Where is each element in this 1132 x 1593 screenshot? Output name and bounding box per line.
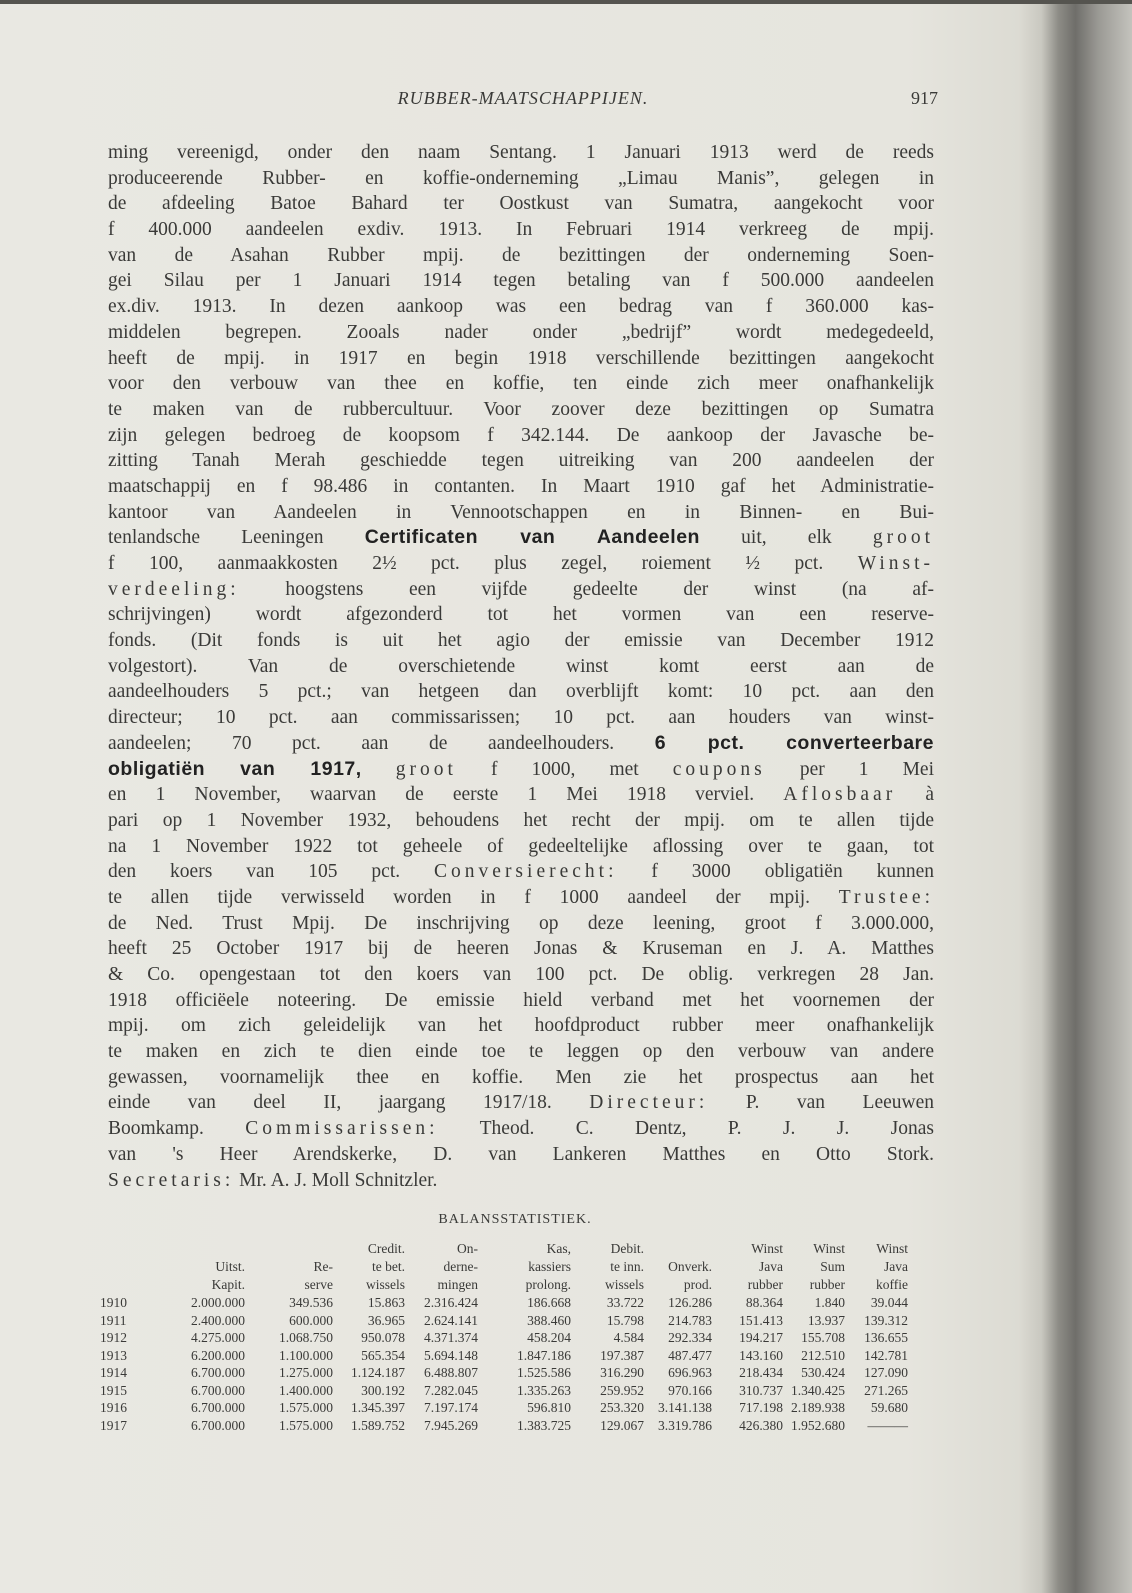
column-header: Kapit. (211, 1277, 245, 1292)
text-segment: gewassen, voornamelijk thee en koffie. Men zie het prospectus aan het (108, 1066, 934, 1088)
column-header: koffie (876, 1277, 908, 1292)
page-number: 917 (911, 88, 938, 108)
value-cell: 7.197.174 (424, 1400, 478, 1415)
value-cell: 696.963 (668, 1365, 712, 1380)
column-header: te bet. (372, 1259, 405, 1274)
value-cell: 2.316.424 (424, 1295, 478, 1310)
column-header: Onverk. (668, 1259, 712, 1274)
value-cell: 292.334 (668, 1330, 712, 1345)
text-line (108, 371, 934, 397)
bold-heading-text: Certificaten van Aandeelen (364, 526, 700, 549)
value-cell: 388.460 (527, 1312, 571, 1328)
value-cell: 970.166 (668, 1382, 712, 1398)
value-cell: 1.275.000 (279, 1365, 333, 1380)
value-cell: 6.200.000 (191, 1347, 245, 1363)
spaced-term-text: Conversierecht: (434, 861, 618, 883)
text-line (108, 731, 934, 757)
text-segment: f 400.000 aandeelen exdiv. 1913. In Februari 1914 verkreeg de mpij. (108, 219, 934, 241)
column-header (100, 1276, 145, 1294)
text-line (108, 962, 934, 988)
text-line (108, 911, 934, 937)
text-segment: tenlandsche Leeningen (108, 527, 365, 549)
column-header: Debit. (610, 1241, 644, 1256)
text-segment: per 1 Mei (765, 758, 934, 780)
running-header (108, 88, 938, 112)
running-title: RUBBER-MAATSCHAPPIJEN. (397, 88, 649, 108)
value-cell: 1.335.263 (517, 1382, 571, 1398)
value-cell: 6.700.000 (191, 1417, 245, 1433)
text-line (108, 885, 934, 911)
table-row (100, 1399, 908, 1417)
value-cell: 1.840 (814, 1295, 845, 1310)
value-cell: 1.124.187 (351, 1365, 405, 1380)
spaced-term-text: Trustee: (838, 886, 934, 908)
text-segment: voor den verbouw van thee en koffie, ten einde zich meer onafhankelijk (108, 373, 934, 395)
column-header: Kas, (546, 1241, 571, 1256)
value-cell: 88.364 (745, 1295, 783, 1310)
table-header-row (100, 1276, 908, 1294)
value-cell: 1.575.000 (279, 1417, 333, 1433)
value-cell: 1.525.586 (517, 1365, 571, 1380)
value-cell: 4.371.374 (424, 1330, 478, 1345)
text-segment: zitting Tanah Merah geschiedde tegen uitreiking van 200 aandeelen der (108, 450, 934, 472)
value-cell: 4.584 (613, 1330, 644, 1345)
text-segment: volgestort). Van de overschietende winst komt eerst aan de (108, 655, 934, 677)
spaced-term-text: Commissarissen: (245, 1118, 439, 1140)
column-header (100, 1240, 145, 1258)
spaced-term-text: groot (872, 527, 934, 549)
table-header-row (100, 1240, 908, 1258)
text-line (108, 1065, 934, 1091)
value-cell: 39.044 (870, 1295, 908, 1310)
text-line (108, 166, 934, 192)
text-line (108, 448, 934, 474)
column-header: Winst (813, 1241, 845, 1256)
value-cell: 2.624.141 (424, 1312, 478, 1328)
value-cell: 2.400.000 (191, 1312, 245, 1328)
value-cell: 59.680 (870, 1400, 908, 1415)
text-segment: P. van Leeuwen (708, 1092, 934, 1114)
text-segment: directeur; 10 pct. aan commissarissen; 10 pct. aan houders van winst- (108, 707, 934, 729)
text-segment: middelen begrepen. Zooals nader onder „bedrijf” wordt medegedeeld, (108, 321, 934, 343)
text-line (108, 243, 934, 269)
text-line (108, 782, 934, 808)
table-row (100, 1312, 908, 1330)
value-cell: 316.290 (600, 1365, 644, 1380)
value-cell: 143.160 (739, 1347, 783, 1363)
text-line (108, 1142, 934, 1168)
text-line (108, 705, 934, 731)
text-line (108, 525, 934, 551)
value-cell: 7.282.045 (424, 1382, 478, 1398)
value-cell: 15.798 (606, 1312, 644, 1328)
table-row (100, 1347, 908, 1365)
value-cell: 487.477 (668, 1347, 712, 1363)
column-header: serve (304, 1277, 333, 1292)
value-cell: 950.078 (361, 1330, 405, 1345)
value-cell: 1.340.425 (791, 1382, 845, 1398)
text-segment: mpij. om zich geleidelijk van het hoofdproduct rubber meer onafhankelijk (108, 1015, 934, 1037)
value-cell: 271.265 (864, 1382, 908, 1398)
value-cell: 7.945.269 (424, 1417, 478, 1433)
column-header (644, 1240, 712, 1258)
value-cell: ——— (867, 1417, 908, 1433)
text-segment: & Co. opengestaan tot den koers van 100 pct. De oblig. verkregen 28 Jan. (108, 964, 934, 985)
value-cell: 194.217 (739, 1330, 783, 1345)
text-segment: van de Asahan Rubber mpij. de bezittingen der onderneming Soen- (108, 244, 934, 266)
column-header: prod. (683, 1277, 712, 1292)
text-segment: hoogstens een vijfde gedeelte der winst (na af- (239, 578, 934, 600)
value-cell: 717.198 (739, 1400, 783, 1415)
text-line (108, 551, 934, 577)
text-segment: gei Silau per 1 Januari 1914 tegen betaling van f 500.000 aandeelen (108, 270, 934, 292)
spaced-term-text: Secretaris: (108, 1169, 235, 1191)
body-text (108, 140, 934, 1193)
text-line (108, 320, 934, 346)
value-cell: 151.413 (739, 1312, 783, 1328)
value-cell: 6.488.807 (424, 1365, 478, 1380)
value-cell: 136.655 (864, 1330, 908, 1345)
year-cell: 1916 (100, 1400, 127, 1415)
value-cell: 3.141.138 (658, 1400, 712, 1415)
value-cell: 349.536 (289, 1295, 333, 1310)
text-segment: Mr. A. J. Moll Schnitzler. (234, 1169, 438, 1191)
value-cell: 1.847.186 (517, 1347, 571, 1363)
column-header: mingen (437, 1277, 478, 1292)
balance-statistics-table (100, 1240, 908, 1434)
spaced-term-text: Directeur: (589, 1092, 709, 1114)
text-line (108, 294, 934, 320)
text-segment: zijn gelegen bedroeg de koopsom f 342.144. De aankoop der Javasche be- (108, 424, 934, 446)
column-header: kassiers (528, 1259, 571, 1274)
text-segment: fonds. (Dit fonds is uit het agio der emissie van December 1912 (108, 630, 934, 652)
text-line (108, 1116, 934, 1142)
value-cell: 186.668 (527, 1295, 571, 1310)
value-cell: 5.694.148 (424, 1347, 478, 1363)
text-segment: aandeelen; 70 pct. aan de aandeelhouders. (108, 732, 655, 754)
scan-top-edge (0, 0, 1132, 4)
value-cell: 1.589.752 (351, 1417, 405, 1433)
value-cell: 1.345.397 (351, 1400, 405, 1415)
text-line (108, 577, 934, 603)
value-cell: 13.937 (807, 1312, 845, 1328)
column-header: wissels (604, 1277, 644, 1292)
text-segment: einde van deel II, jaargang 1917/18. (108, 1092, 590, 1114)
text-segment: uit, elk (699, 527, 873, 549)
value-cell: 426.380 (739, 1417, 783, 1433)
text-line (108, 628, 934, 654)
text-line (108, 346, 934, 372)
text-segment: maatschappij en f 98.486 in contanten. In Maart 1910 gaf het Administratie- (108, 475, 934, 497)
text-segment: en 1 November, waarvan de eerste 1 Mei 1918 verviel. (108, 784, 784, 806)
year-cell: 1911 (100, 1312, 127, 1328)
text-segment: heeft de mpij. in 1917 en begin 1918 verschillende bezittingen aangekocht (108, 347, 934, 369)
value-cell: 530.424 (801, 1365, 845, 1380)
text-segment: aandeelhouders 5 pct.; van hetgeen dan overblijft komt: 10 pct. aan den (108, 681, 934, 703)
value-cell: 600.000 (289, 1312, 333, 1328)
value-cell: 3.319.786 (658, 1417, 712, 1433)
text-line (108, 834, 934, 860)
column-header: Winst (751, 1241, 783, 1256)
table-row (100, 1382, 908, 1400)
year-cell: 1915 (100, 1382, 127, 1398)
spaced-term-text: Winst- (857, 553, 934, 574)
table-row (100, 1329, 908, 1347)
table-title: BALANSSTATISTIEK. (438, 1212, 592, 1227)
column-header: wissels (365, 1277, 405, 1292)
table-header-row (100, 1258, 908, 1276)
text-line (108, 217, 934, 243)
value-cell: 126.286 (668, 1295, 712, 1310)
year-cell: 1913 (100, 1347, 127, 1363)
text-line (108, 808, 934, 834)
value-cell: 212.510 (801, 1347, 845, 1363)
column-header (245, 1240, 333, 1258)
column-header: Winst (876, 1241, 908, 1256)
column-header: Re- (313, 1259, 333, 1274)
text-segment: te maken en zich te dien einde toe te leggen op den verbouw van andere (108, 1041, 934, 1063)
value-cell: 2.189.938 (791, 1400, 845, 1415)
spaced-term-text: groot (395, 758, 457, 780)
text-segment: ming vereenigd, onder den naam Sentang. 1 Januari 1913 werd de reeds (108, 142, 934, 163)
value-cell: 565.354 (361, 1347, 405, 1363)
text-line (108, 500, 934, 526)
text-segment: Boomkamp. (108, 1118, 246, 1140)
table-row (100, 1417, 908, 1435)
column-header: Uitst. (215, 1259, 245, 1274)
value-cell: 197.387 (600, 1347, 644, 1363)
text-segment: schrijvingen) wordt afgezonderd tot het vormen van een reserve- (108, 604, 934, 626)
text-line (108, 397, 934, 423)
text-segment: 1918 officiëele noteering. De emissie hield verband met het voornemen der (108, 989, 934, 1011)
text-line (108, 1090, 934, 1116)
text-segment: te allen tijde verwisseld worden in f 1000 aandeel der mpij. (108, 886, 839, 908)
text-line (108, 1168, 934, 1194)
value-cell: 15.863 (367, 1295, 405, 1310)
text-line (108, 140, 934, 166)
value-cell: 218.434 (739, 1365, 783, 1380)
text-segment: f 3000 obligatiën kunnen (617, 861, 934, 883)
text-line (108, 602, 934, 628)
text-segment: de Ned. Trust Mpij. De inschrijving op deze leening, groot f 3.000.000, (108, 912, 934, 934)
column-header: Sum (820, 1259, 845, 1274)
text-segment: f 1000, met (456, 758, 673, 780)
text-line (108, 654, 934, 680)
bold-heading-text: obligatiën van 1917, (108, 757, 362, 780)
value-cell: 259.952 (600, 1382, 644, 1398)
value-cell: 127.090 (864, 1365, 908, 1380)
text-segment: na 1 November 1922 tot geheele of gedeeltelijke aflossing over te gaan, tot (108, 835, 934, 857)
column-header: te inn. (610, 1259, 644, 1274)
value-cell: 310.737 (739, 1382, 783, 1398)
text-segment: ex.div. 1913. In dezen aankoop was een bedrag van f 360.000 kas- (108, 296, 934, 318)
column-header (145, 1240, 245, 1258)
text-line (108, 988, 934, 1014)
table-row (100, 1364, 908, 1382)
year-cell: 1910 (100, 1295, 127, 1310)
text-segment: heeft 25 October 1917 bij de heeren Jonas & Kruseman en J. A. Matthes (108, 938, 934, 960)
year-cell: 1917 (100, 1417, 127, 1433)
value-cell: 36.965 (367, 1312, 405, 1328)
value-cell: 6.700.000 (191, 1365, 245, 1380)
text-segment: kantoor van Aandeelen in Vennootschappen en in Binnen- en Bui- (108, 501, 934, 523)
value-cell: 1.575.000 (279, 1400, 333, 1415)
column-header: Java (759, 1259, 783, 1274)
value-cell: 458.204 (527, 1330, 571, 1345)
value-cell: 6.700.000 (191, 1400, 245, 1415)
value-cell: 253.320 (600, 1400, 644, 1415)
text-segment: à (896, 784, 935, 806)
text-segment: produceerende Rubber- en koffie-onderneming „Limau Manis”, gelegen in (108, 167, 934, 189)
value-cell: 139.312 (864, 1312, 908, 1328)
value-cell: 33.722 (606, 1295, 644, 1310)
value-cell: 129.067 (600, 1417, 644, 1433)
text-line (108, 191, 934, 217)
text-segment: den koers van 105 pct. (108, 861, 435, 883)
spaced-term-text: verdeeling: (108, 578, 240, 600)
value-cell: 155.708 (801, 1330, 845, 1345)
column-header: Java (884, 1259, 908, 1274)
spaced-term-text: coupons (672, 758, 766, 780)
text-line (108, 268, 934, 294)
text-line (108, 423, 934, 449)
text-line (108, 679, 934, 705)
text-segment: Theod. C. Dentz, P. J. J. Jonas (438, 1118, 934, 1140)
column-header: rubber (747, 1277, 783, 1292)
text-segment: f 100, aanmaakkosten 2½ pct. plus zegel, roiement ½ pct. (108, 553, 858, 574)
text-line (108, 1039, 934, 1065)
table-row (100, 1294, 908, 1312)
text-line (108, 757, 934, 783)
column-header: derne- (443, 1259, 478, 1274)
value-cell: 6.700.000 (191, 1382, 245, 1398)
text-line (108, 474, 934, 500)
value-cell: 2.000.000 (191, 1295, 245, 1310)
column-header: rubber (809, 1277, 845, 1292)
value-cell: 142.781 (864, 1347, 908, 1363)
text-segment (362, 759, 396, 780)
text-segment: te maken van de rubbercultuur. Voor zoover deze bezittingen op Sumatra (108, 398, 934, 420)
text-segment: van 's Heer Arendskerke, D. van Lankeren Matthes en Otto Stork. (108, 1143, 934, 1165)
value-cell: 1.383.725 (517, 1417, 571, 1433)
column-header: Credit. (367, 1241, 405, 1256)
value-cell: 300.192 (361, 1382, 405, 1398)
value-cell: 214.783 (668, 1312, 712, 1328)
value-cell: 1.100.000 (279, 1347, 333, 1363)
bold-heading-text: 6 pct. converteerbare (654, 731, 934, 754)
value-cell: 1.068.750 (279, 1330, 333, 1345)
value-cell: 596.810 (527, 1400, 571, 1415)
text-segment: pari op 1 November 1932, behoudens het recht der mpij. om te allen tijde (108, 809, 934, 831)
text-line (108, 1013, 934, 1039)
column-header (100, 1258, 145, 1276)
text-line (108, 936, 934, 962)
year-cell: 1914 (100, 1365, 127, 1380)
text-segment: de afdeeling Batoe Bahard ter Oostkust van Sumatra, aangekocht voor (108, 193, 934, 215)
year-cell: 1912 (100, 1330, 127, 1345)
text-line (108, 859, 934, 885)
spaced-term-text: Aflosbaar (783, 784, 897, 806)
value-cell: 1.952.680 (791, 1417, 845, 1433)
value-cell: 1.400.000 (279, 1382, 333, 1398)
column-header: On- (457, 1241, 478, 1256)
column-header: prolong. (525, 1277, 571, 1292)
value-cell: 4.275.000 (191, 1330, 245, 1345)
